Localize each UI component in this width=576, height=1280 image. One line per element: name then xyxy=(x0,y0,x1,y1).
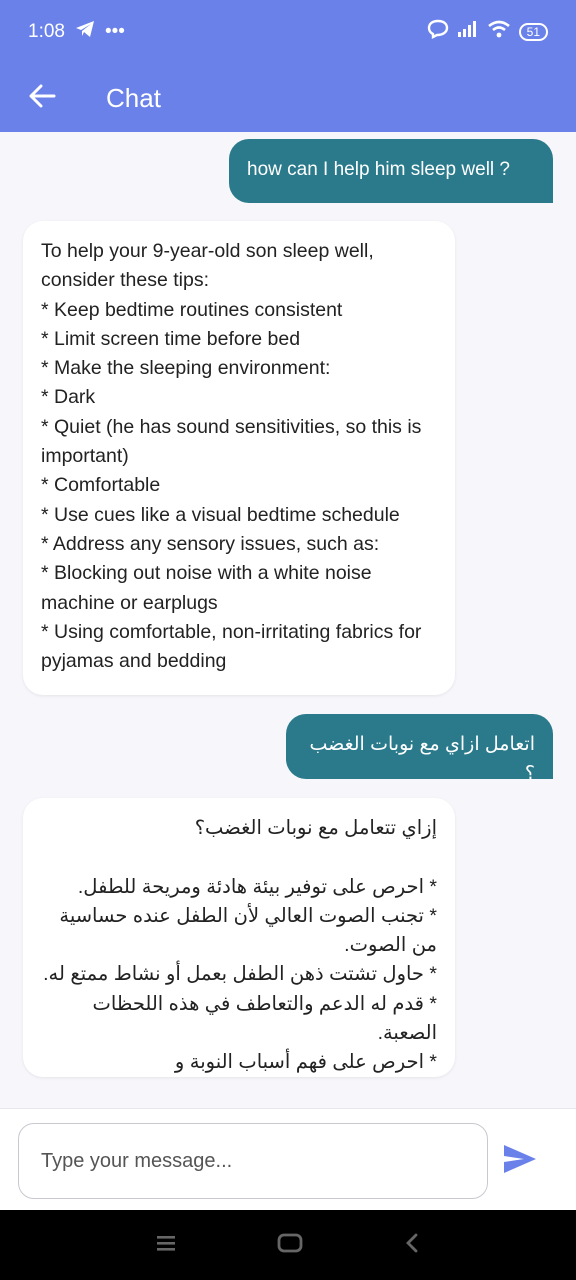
home-button[interactable] xyxy=(277,1232,303,1259)
bot-message[interactable]: إزاي تتعامل مع نوبات الغضب؟ * احرص على توفير بيئة هادئة ومريحة للطفل. * تجنب الصوت العالي لأن الطفل عنده حساسية من الصوت. * حاول تشتت ذهن الطفل بعمل أو نشاط ممتع له. * قدم له الدعم والتعاطف في هذه اللحظات الصعبة. * احرص على فهم أسباب النوبة و xyxy=(23,798,455,1077)
chat-message-list[interactable] xyxy=(0,132,576,1108)
arrow-left-icon xyxy=(28,84,56,113)
system-nav-bar xyxy=(0,1210,576,1280)
back-button[interactable] xyxy=(2,64,82,132)
recent-apps-button[interactable] xyxy=(155,1233,177,1258)
status-time: 1:08 xyxy=(28,21,65,42)
status-bar xyxy=(0,0,576,64)
signal-icon xyxy=(457,20,479,44)
message-composer xyxy=(0,1108,576,1211)
user-message[interactable]: how can I help him sleep well ? xyxy=(229,139,553,203)
title-bar xyxy=(0,64,576,132)
chat-status-icon xyxy=(427,19,449,45)
telegram-icon xyxy=(75,20,95,44)
bot-message[interactable]: To help your 9-year-old son sleep well, consider these tips: * Keep bedtime routines consistent * Limit screen time before bed * Make the sleeping environment: * Dark * Quiet (he has sound sensitivities, so this is important) * Comfortable * Use cues like a visual bedtime schedule * Address any sensory issues, such as: * Blocking out noise with a white noise machine or earplugs * Using comfortable, non-irritating fabrics for pyjamas and bedding xyxy=(23,221,455,695)
more-notifications-icon: ••• xyxy=(104,21,125,42)
message-input[interactable] xyxy=(18,1123,488,1199)
user-message[interactable]: اتعامل ازاي مع نوبات الغضب ؟ xyxy=(286,714,553,779)
battery-indicator: 51 xyxy=(519,23,548,41)
wifi-icon xyxy=(487,20,511,44)
page-title: Chat xyxy=(106,82,161,113)
send-button[interactable] xyxy=(502,1143,546,1183)
message-input-placeholder: Type your message... xyxy=(41,1149,233,1172)
back-nav-button[interactable] xyxy=(403,1232,421,1259)
send-icon xyxy=(502,1162,538,1179)
app-bar xyxy=(0,0,576,132)
